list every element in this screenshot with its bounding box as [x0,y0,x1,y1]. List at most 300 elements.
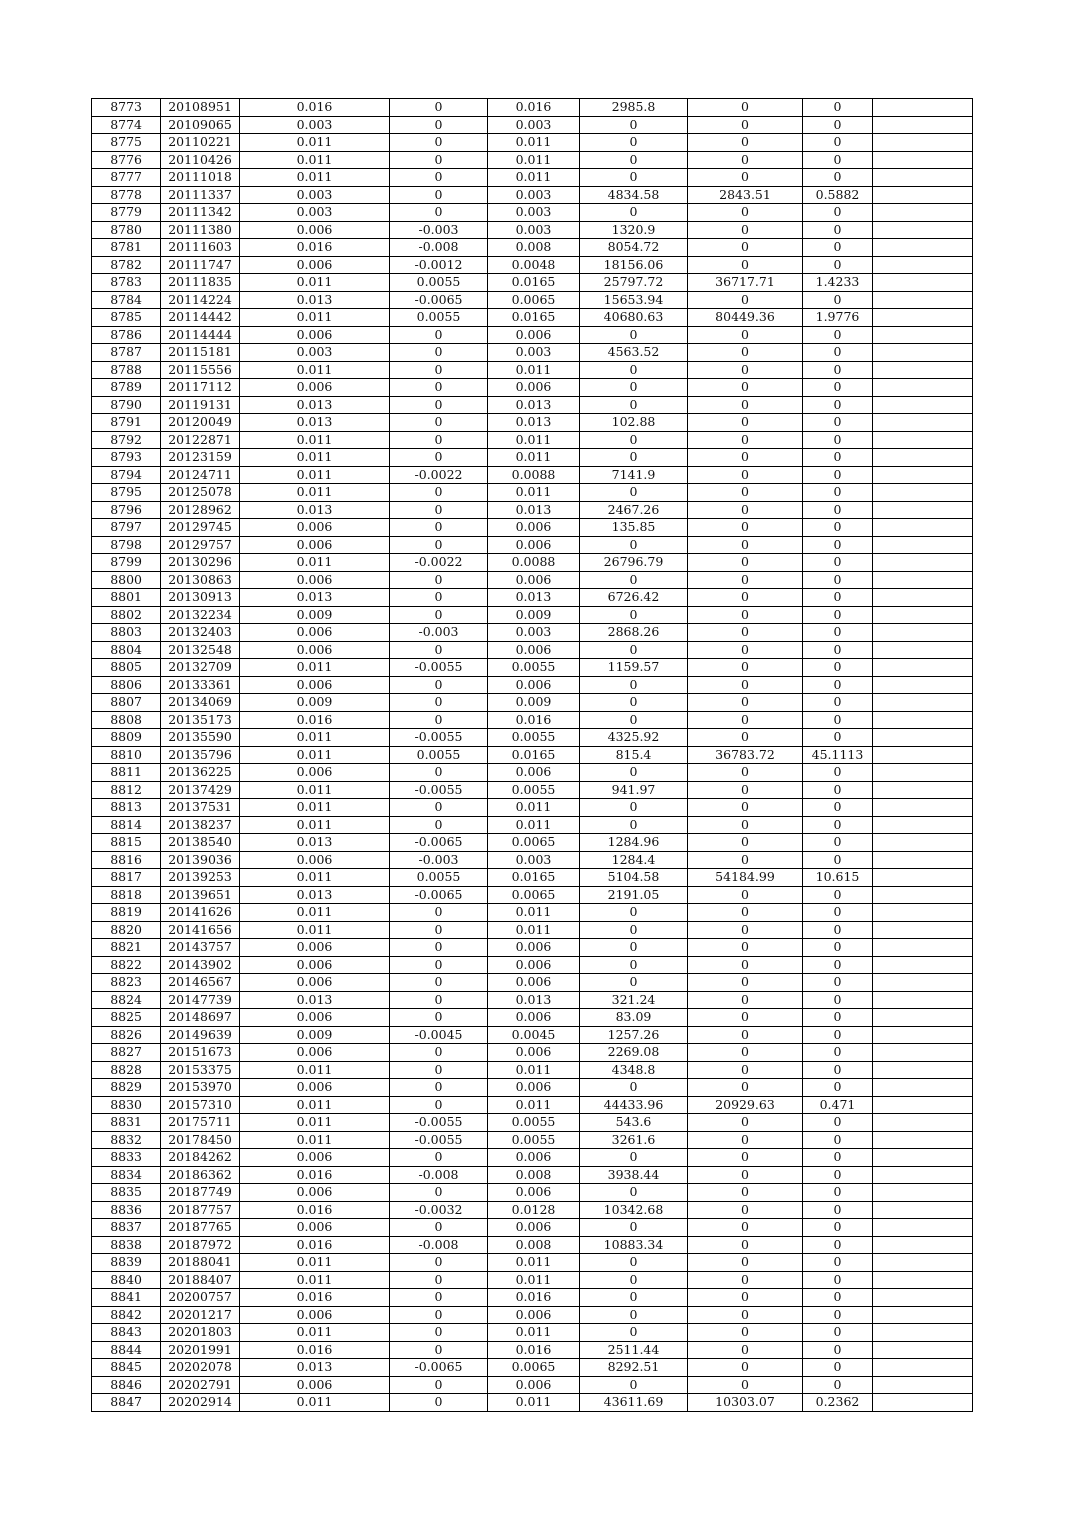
table-cell [873,361,973,379]
table-row [92,921,973,939]
table-cell: 0.006 [240,1306,390,1324]
table-cell: 20117112 [161,379,240,397]
table-cell: 0.006 [488,571,580,589]
table-cell: 20149639 [161,1026,240,1044]
table-cell: 0.011 [488,1096,580,1114]
table-cell: 20124711 [161,466,240,484]
table-cell: 20202914 [161,1394,240,1412]
table-cell: 0 [803,239,873,257]
table-row [92,116,973,134]
table-cell: 0.003 [240,204,390,222]
table-cell [873,99,973,117]
table-cell: 20141626 [161,904,240,922]
table-cell: 0.006 [488,536,580,554]
table-cell: 0.011 [240,781,390,799]
table-cell: 20188041 [161,1254,240,1272]
table-cell: 0 [688,519,803,537]
table-cell: 0.006 [240,1079,390,1097]
table-cell: 0 [803,764,873,782]
table-cell: 20184262 [161,1149,240,1167]
table-row [92,694,973,712]
table-cell: 0 [390,396,488,414]
table-row [92,974,973,992]
table-row [92,186,973,204]
table-row [92,904,973,922]
table-cell: 0 [580,204,688,222]
table-cell: 0.2362 [803,1394,873,1412]
table-cell [873,606,973,624]
table-cell: 20129745 [161,519,240,537]
table-cell: 20110426 [161,151,240,169]
table-cell: 0 [688,554,803,572]
table-cell: 0 [803,921,873,939]
table-cell [873,501,973,519]
table-cell: 0 [803,991,873,1009]
table-cell: 8818 [92,886,161,904]
table-cell: 0.011 [240,1254,390,1272]
table-cell: 0.011 [240,1131,390,1149]
table-cell: 8808 [92,711,161,729]
table-cell: 0.006 [488,1306,580,1324]
table-cell: 0 [390,519,488,537]
table-cell: 8786 [92,326,161,344]
table-cell: 0 [390,764,488,782]
table-row [92,151,973,169]
table-cell: 0 [390,1061,488,1079]
table-cell: 0 [803,169,873,187]
table-cell: 20139651 [161,886,240,904]
table-cell: 20135796 [161,746,240,764]
table-row [92,291,973,309]
table-cell: 0.006 [488,1184,580,1202]
table-cell: 0.011 [488,1061,580,1079]
table-cell: 0.006 [488,1219,580,1237]
table-cell: 0 [688,151,803,169]
table-cell: 8797 [92,519,161,537]
table-cell: 0 [390,1184,488,1202]
table-row [92,256,973,274]
table-cell: 20111342 [161,204,240,222]
table-cell: 0 [803,1009,873,1027]
table-cell [873,414,973,432]
table-cell: 0.003 [488,186,580,204]
table-cell: 0.0165 [488,274,580,292]
table-cell: 0 [803,606,873,624]
table-cell: 20153970 [161,1079,240,1097]
table-cell: -0.0055 [390,659,488,677]
table-cell: 8777 [92,169,161,187]
table-cell: 8821 [92,939,161,957]
table-cell: 8841 [92,1289,161,1307]
table-cell: 0.006 [488,326,580,344]
table-cell [873,816,973,834]
table-row [92,676,973,694]
table-cell: 0.006 [240,1044,390,1062]
table-cell: 0 [688,939,803,957]
table-cell: 0 [390,1079,488,1097]
table-cell: 8810 [92,746,161,764]
table-cell [873,1236,973,1254]
table-cell: 0 [688,694,803,712]
table-cell [873,1026,973,1044]
table-cell: 0 [580,974,688,992]
table-cell: 0.011 [488,1271,580,1289]
table-cell: 8773 [92,99,161,117]
table-cell [873,694,973,712]
table-cell: -0.0055 [390,1131,488,1149]
table-cell: 0.008 [488,239,580,257]
table-cell: 0.013 [488,396,580,414]
table-cell: 0 [390,676,488,694]
table-cell: 7141.9 [580,466,688,484]
table-cell: 0.011 [240,1394,390,1412]
table-cell: 0 [688,1009,803,1027]
table-cell: 0 [580,379,688,397]
table-cell: 25797.72 [580,274,688,292]
table-cell: 20201803 [161,1324,240,1342]
table-cell: 20136225 [161,764,240,782]
table-cell: 0.009 [240,606,390,624]
table-cell: 20186362 [161,1166,240,1184]
table-cell: 0.0055 [488,729,580,747]
table-cell: 0 [688,501,803,519]
table-cell: 0 [803,519,873,537]
table-cell: 0.003 [488,851,580,869]
table-cell [873,974,973,992]
table-cell: 20135173 [161,711,240,729]
table-cell: -0.0032 [390,1201,488,1219]
table-cell: 4563.52 [580,344,688,362]
table-cell: 20138540 [161,834,240,852]
table-cell: 8783 [92,274,161,292]
table-row [92,221,973,239]
table-cell: 0.006 [488,1079,580,1097]
table-cell: 8820 [92,921,161,939]
table-cell: 0.006 [240,1376,390,1394]
table-cell: 8845 [92,1359,161,1377]
table-cell: 0 [688,1184,803,1202]
table-cell: 20141656 [161,921,240,939]
table-cell: 0 [688,1061,803,1079]
table-cell [873,379,973,397]
table-cell: 0 [580,956,688,974]
table-cell: 0 [688,781,803,799]
table-row [92,1061,973,1079]
table-cell [873,1254,973,1272]
table-cell: 0 [803,221,873,239]
table-cell: 0.0165 [488,746,580,764]
table-cell: 0 [390,1096,488,1114]
table-cell: 0.011 [240,1061,390,1079]
table-cell: 0 [803,1061,873,1079]
table-cell: 83.09 [580,1009,688,1027]
table-row [92,1359,973,1377]
table-cell: 0.0165 [488,309,580,327]
table-cell: 0 [580,116,688,134]
table-cell: 8813 [92,799,161,817]
table-cell [873,589,973,607]
table-cell: 0 [688,624,803,642]
table-cell: 8847 [92,1394,161,1412]
table-cell: 0 [390,711,488,729]
table-cell: 0 [803,1166,873,1184]
table-cell: 8843 [92,1324,161,1342]
table-cell: 0 [580,1149,688,1167]
table-cell: 8785 [92,309,161,327]
table-row [92,1324,973,1342]
table-cell: 0 [688,99,803,117]
table-cell: 0 [688,886,803,904]
table-cell [873,291,973,309]
table-cell [873,1306,973,1324]
table-cell: 0 [688,956,803,974]
table-cell: 0 [580,641,688,659]
table-cell: 0.006 [240,1219,390,1237]
table-cell: 0.011 [240,309,390,327]
table-cell: 0 [803,116,873,134]
table-cell: 54184.99 [688,869,803,887]
table-cell [873,729,973,747]
table-cell: 0 [688,764,803,782]
table-cell: 0 [803,1079,873,1097]
table-cell: 0 [803,659,873,677]
table-cell: 8809 [92,729,161,747]
table-row [92,431,973,449]
table-cell: 0.016 [240,1341,390,1359]
table-cell: 102.88 [580,414,688,432]
table-cell: -0.0012 [390,256,488,274]
table-cell: 0 [390,116,488,134]
table-cell [873,781,973,799]
table-cell: 0 [688,1306,803,1324]
table-cell: 0 [688,449,803,467]
table-cell: 0.011 [240,151,390,169]
table-cell: 0 [803,694,873,712]
table-cell: 0 [580,1219,688,1237]
table-cell: 8798 [92,536,161,554]
table-cell: 0 [580,326,688,344]
table-cell: 0 [688,1026,803,1044]
table-cell: 0 [803,641,873,659]
table-cell: 0 [688,1271,803,1289]
table-cell: 0.0065 [488,291,580,309]
table-row [92,624,973,642]
table-cell: 0.006 [488,956,580,974]
table-cell: 0 [688,659,803,677]
table-cell: 0.006 [488,379,580,397]
table-row [92,134,973,152]
table-cell: 0.016 [240,239,390,257]
table-cell: 45.1113 [803,746,873,764]
table-cell: 0.011 [240,1324,390,1342]
table-cell: 0.006 [240,939,390,957]
table-cell: 0.006 [488,676,580,694]
table-cell: -0.0065 [390,1359,488,1377]
table-row [92,729,973,747]
table-cell: 0.006 [488,641,580,659]
table-cell: 0 [803,1306,873,1324]
table-cell: 2511.44 [580,1341,688,1359]
table-cell: 0.006 [240,571,390,589]
table-cell: 0 [580,484,688,502]
table-cell [873,151,973,169]
table-cell: 0.016 [240,1166,390,1184]
table-row [92,204,973,222]
table-cell: 20202078 [161,1359,240,1377]
table-cell: 20114224 [161,291,240,309]
table-cell [873,851,973,869]
table-row [92,851,973,869]
table-cell: 0.011 [488,449,580,467]
table-cell: 0 [390,606,488,624]
table-cell: 0 [803,379,873,397]
table-row [92,466,973,484]
table-cell: 20123159 [161,449,240,467]
table-cell: 20132709 [161,659,240,677]
table-cell: 0 [390,799,488,817]
table-cell: 0 [803,781,873,799]
table-cell: 8292.51 [580,1359,688,1377]
table-cell: 0 [688,1131,803,1149]
table-cell: 0.006 [240,326,390,344]
table-cell: 0.0088 [488,554,580,572]
table-cell: 8829 [92,1079,161,1097]
table-cell: 0 [803,396,873,414]
table-cell: 0 [803,554,873,572]
table-cell: 0.011 [240,921,390,939]
table-cell [873,921,973,939]
table-cell: 815.4 [580,746,688,764]
table-cell: 8839 [92,1254,161,1272]
table-cell: 0.0055 [488,781,580,799]
table-cell: 0.0055 [488,1131,580,1149]
table-cell: 0 [803,1219,873,1237]
table-cell: 0.016 [488,99,580,117]
table-cell: 0 [803,939,873,957]
table-cell: 0 [580,1324,688,1342]
table-cell: 0 [390,501,488,519]
table-cell: 0.003 [488,221,580,239]
table-cell: 0 [803,204,873,222]
table-cell: 2985.8 [580,99,688,117]
table-cell [873,116,973,134]
table-cell: 0 [688,904,803,922]
table-cell: 0 [688,536,803,554]
table-cell: 0.011 [488,169,580,187]
table-cell: 0 [390,1044,488,1062]
table-cell: 8811 [92,764,161,782]
table-cell: 8814 [92,816,161,834]
table-cell: 20130863 [161,571,240,589]
table-row [92,1166,973,1184]
table-cell: 0.013 [488,414,580,432]
table-row [92,1184,973,1202]
table-cell: 0 [803,711,873,729]
table-cell: 0 [390,326,488,344]
table-cell: 0 [803,1131,873,1149]
table-cell: 0 [688,1201,803,1219]
table-cell: 0 [803,431,873,449]
table-cell [873,1289,973,1307]
table-cell: 0.0088 [488,466,580,484]
table-cell: 0 [688,1166,803,1184]
table-cell: 0 [803,414,873,432]
table-cell: 0 [688,991,803,1009]
table-cell [873,519,973,537]
table-row [92,939,973,957]
table-cell: 0.011 [240,1271,390,1289]
table-body [92,99,973,1412]
table-cell: 0 [580,571,688,589]
table-cell: -0.003 [390,221,488,239]
table-cell: 8819 [92,904,161,922]
table-cell: 8792 [92,431,161,449]
table-cell: 0 [688,676,803,694]
table-cell: 0.0055 [488,659,580,677]
table-cell: 20108951 [161,99,240,117]
table-cell: 36717.71 [688,274,803,292]
table-cell: 0 [390,361,488,379]
table-cell: 0.006 [488,1009,580,1027]
table-cell: 0 [803,1201,873,1219]
table-cell: 0.013 [240,834,390,852]
table-cell: 8815 [92,834,161,852]
table-cell: 0 [803,484,873,502]
table-cell: 0 [803,816,873,834]
table-cell [873,536,973,554]
table-cell: 10.615 [803,869,873,887]
table-cell: 3938.44 [580,1166,688,1184]
table-row [92,169,973,187]
table-cell: 8779 [92,204,161,222]
table-cell: 0.016 [488,1289,580,1307]
table-cell: 0.006 [488,519,580,537]
table-cell: -0.003 [390,851,488,869]
table-cell: -0.0055 [390,781,488,799]
table-cell: 0 [688,606,803,624]
table-cell: 0 [803,1359,873,1377]
table-cell: 0 [580,816,688,834]
table-cell: 0.006 [240,519,390,537]
table-cell: 0.006 [488,1044,580,1062]
table-cell: 0 [580,904,688,922]
table-cell [873,1114,973,1132]
table-cell: 0 [803,1114,873,1132]
table-row [92,396,973,414]
table-cell: 0 [390,921,488,939]
table-cell [873,1359,973,1377]
table-cell: 8831 [92,1114,161,1132]
table-row [92,1376,973,1394]
table-cell: 20137531 [161,799,240,817]
table-cell: 8054.72 [580,239,688,257]
table-cell: 0 [390,571,488,589]
table-row [92,554,973,572]
table-row [92,606,973,624]
table-cell [873,711,973,729]
table-cell: 0 [580,361,688,379]
table-cell: 20143757 [161,939,240,957]
table-cell: 0 [688,1236,803,1254]
table-cell: 0 [688,169,803,187]
table-cell: 0 [688,116,803,134]
table-cell: 0.006 [488,764,580,782]
table-cell [873,396,973,414]
table-cell: 0 [688,1324,803,1342]
table-row [92,414,973,432]
table-cell: 8801 [92,589,161,607]
table-row [92,344,973,362]
